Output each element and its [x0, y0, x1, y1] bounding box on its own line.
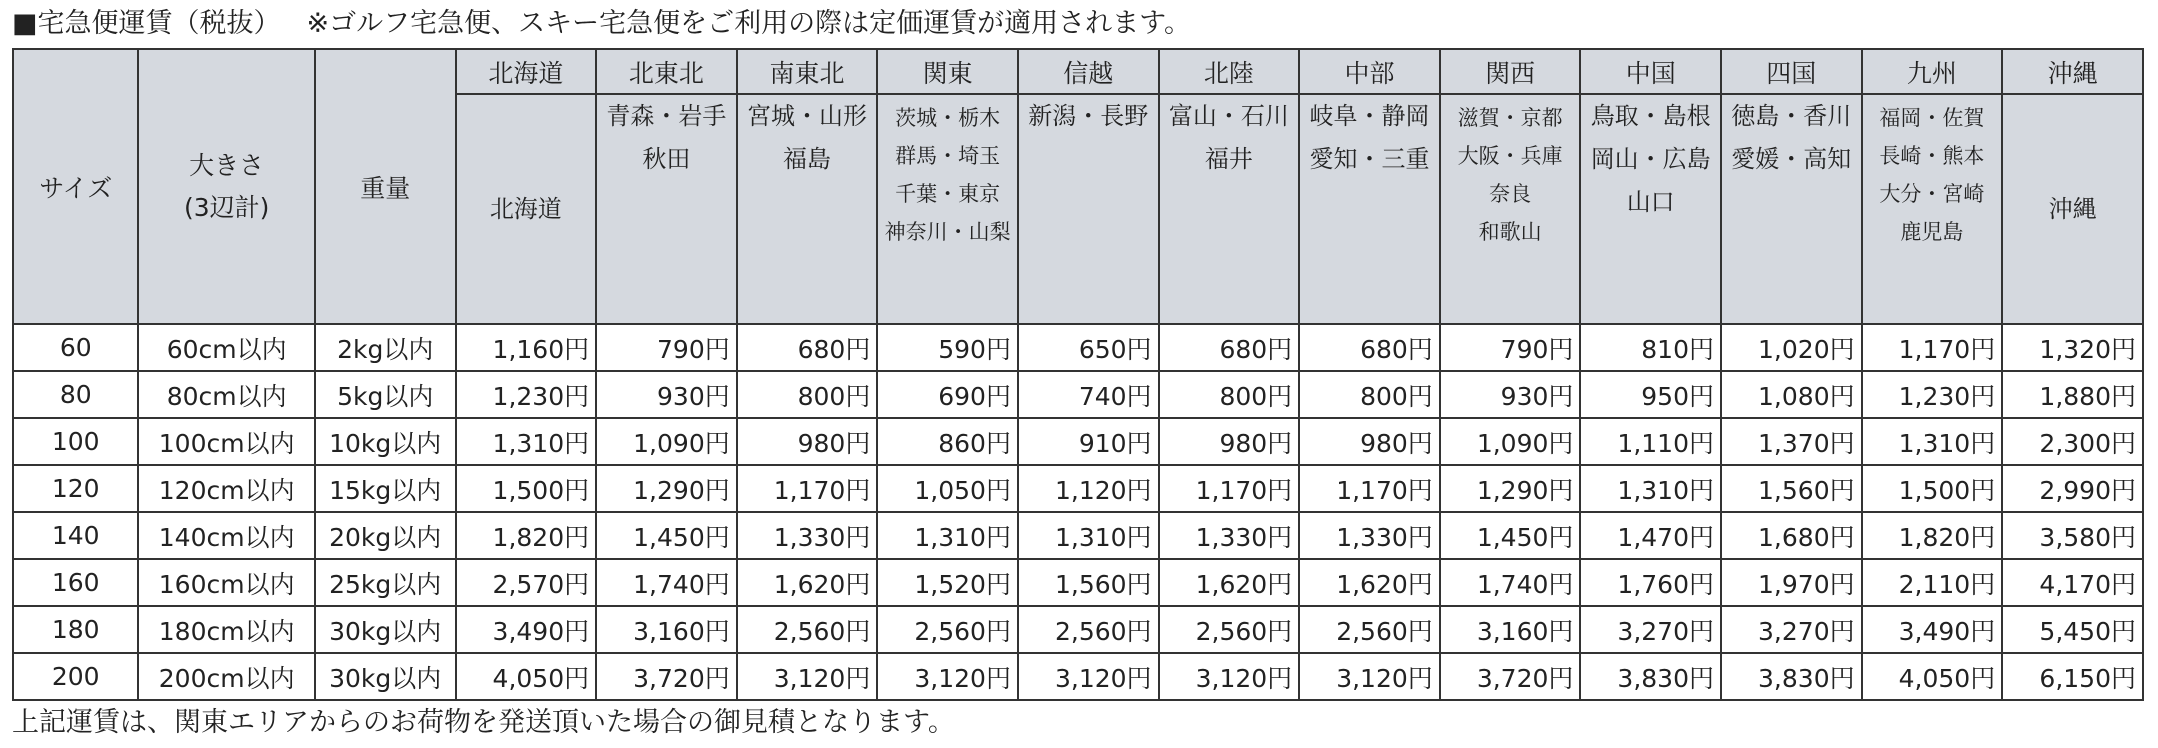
price-cell: 3,580円 — [2002, 512, 2143, 559]
size-header: サイズ — [13, 49, 138, 324]
price-cell: 4,170円 — [2002, 559, 2143, 606]
size-cell: 60 — [13, 324, 138, 371]
price-cell: 1,160円 — [456, 324, 597, 371]
price-cell: 1,290円 — [596, 465, 737, 512]
price-cell: 680円 — [737, 324, 878, 371]
region-prefectures — [1862, 94, 2003, 324]
prefecture-label: 大分・宮崎 — [1879, 182, 1985, 206]
price-cell: 1,310円 — [1580, 465, 1721, 512]
prefecture-label: 鹿児島 — [1900, 220, 1964, 244]
price-cell: 2,560円 — [1299, 606, 1440, 653]
price-cell: 860円 — [877, 418, 1018, 465]
weight-cell: 20kg以内 — [315, 512, 456, 559]
price-cell: 980円 — [1299, 418, 1440, 465]
weight-cell: 2kg以内 — [315, 324, 456, 371]
price-cell: 690円 — [877, 371, 1018, 418]
shipping-rate-table — [12, 48, 2144, 701]
table-row — [13, 512, 2143, 559]
price-cell: 1,310円 — [456, 418, 597, 465]
dimension-cell: 120cm以内 — [138, 465, 314, 512]
region-header: 信越 — [1018, 49, 1159, 94]
price-cell: 930円 — [596, 371, 737, 418]
dimension-cell: 180cm以内 — [138, 606, 314, 653]
table-body — [13, 324, 2143, 700]
price-cell: 1,330円 — [737, 512, 878, 559]
size-cell: 200 — [13, 653, 138, 700]
price-cell: 3,120円 — [877, 653, 1018, 700]
price-cell: 790円 — [596, 324, 737, 371]
price-cell: 1,620円 — [1299, 559, 1440, 606]
weight-cell: 5kg以内 — [315, 371, 456, 418]
dimension-cell: 140cm以内 — [138, 512, 314, 559]
size-cell: 100 — [13, 418, 138, 465]
price-cell: 1,090円 — [596, 418, 737, 465]
price-cell: 2,560円 — [1159, 606, 1300, 653]
price-cell: 1,680円 — [1721, 512, 1862, 559]
price-cell: 1,820円 — [456, 512, 597, 559]
dimension-cell: 200cm以内 — [138, 653, 314, 700]
price-cell: 3,160円 — [1440, 606, 1581, 653]
price-cell: 5,450円 — [2002, 606, 2143, 653]
dimension-cell: 80cm以内 — [138, 371, 314, 418]
prefecture-label: 徳島・香川 — [1731, 102, 1852, 130]
price-cell: 1,370円 — [1721, 418, 1862, 465]
region-header: 中国 — [1580, 49, 1721, 94]
table-row — [13, 324, 2143, 371]
price-cell: 1,330円 — [1299, 512, 1440, 559]
price-cell: 3,120円 — [1018, 653, 1159, 700]
price-cell: 1,310円 — [1862, 418, 2003, 465]
prefecture-label: 新潟・長野 — [1028, 102, 1149, 130]
region-prefectures — [877, 94, 1018, 324]
region-prefectures — [2002, 94, 2143, 324]
dimension-header: 大きさ (3辺計) — [138, 49, 314, 324]
price-cell: 2,990円 — [2002, 465, 2143, 512]
price-cell: 1,450円 — [596, 512, 737, 559]
price-cell: 980円 — [737, 418, 878, 465]
price-cell: 1,020円 — [1721, 324, 1862, 371]
weight-cell: 30kg以内 — [315, 653, 456, 700]
region-header: 南東北 — [737, 49, 878, 94]
region-prefectures — [1018, 94, 1159, 324]
price-cell: 1,090円 — [1440, 418, 1581, 465]
prefecture-label: 長崎・熊本 — [1879, 144, 1985, 168]
dimension-cell: 100cm以内 — [138, 418, 314, 465]
prefecture-label: 鳥取・島根 — [1590, 102, 1711, 130]
prefecture-label: 奈良 — [1489, 182, 1532, 206]
region-prefectures — [596, 94, 737, 324]
weight-header: 重量 — [315, 49, 456, 324]
price-cell: 1,330円 — [1159, 512, 1300, 559]
prefecture-label: 神奈川・山梨 — [884, 220, 1011, 244]
price-cell: 1,120円 — [1018, 465, 1159, 512]
price-cell: 800円 — [737, 371, 878, 418]
price-cell: 2,570円 — [456, 559, 597, 606]
region-prefectures — [1159, 94, 1300, 324]
price-cell: 3,720円 — [596, 653, 737, 700]
price-cell: 1,880円 — [2002, 371, 2143, 418]
region-header: 北東北 — [596, 49, 737, 94]
prefecture-label: 岡山・広島 — [1590, 145, 1711, 173]
prefecture-label: 大阪・兵庫 — [1457, 144, 1563, 168]
region-prefectures — [1299, 94, 1440, 324]
prefecture-label: 宮城・山形 — [747, 102, 868, 130]
region-header: 北陸 — [1159, 49, 1300, 94]
prefecture-label: 愛知・三重 — [1309, 145, 1430, 173]
price-cell: 1,310円 — [1018, 512, 1159, 559]
price-cell: 1,170円 — [1159, 465, 1300, 512]
price-cell: 800円 — [1299, 371, 1440, 418]
price-cell: 3,830円 — [1721, 653, 1862, 700]
table-row — [13, 653, 2143, 700]
size-cell: 180 — [13, 606, 138, 653]
prefecture-label: 福岡・佐賀 — [1879, 106, 1985, 130]
prefecture-label: 沖縄 — [2048, 194, 2097, 223]
weight-cell: 15kg以内 — [315, 465, 456, 512]
price-cell: 1,500円 — [456, 465, 597, 512]
price-cell: 1,110円 — [1580, 418, 1721, 465]
price-cell: 1,560円 — [1018, 559, 1159, 606]
footer-note: 上記運賃は、関東エリアからのお荷物を発送頂いた場合の御見積となります。 — [12, 707, 955, 738]
price-cell: 3,830円 — [1580, 653, 1721, 700]
weight-cell: 25kg以内 — [315, 559, 456, 606]
table-title: ■宅急便運賃（税抜） — [12, 8, 281, 39]
price-cell: 3,490円 — [1862, 606, 2003, 653]
size-cell: 80 — [13, 371, 138, 418]
prefecture-label: 和歌山 — [1478, 220, 1542, 244]
price-cell: 1,450円 — [1440, 512, 1581, 559]
region-header-row — [13, 49, 2143, 94]
golf-ski-note: ※ゴルフ宅急便、スキー宅急便をご利用の際は定価運賃が適用されます。 — [306, 8, 1191, 39]
price-cell: 1,310円 — [877, 512, 1018, 559]
price-cell: 1,230円 — [1862, 371, 2003, 418]
table-row — [13, 418, 2143, 465]
price-cell: 2,300円 — [2002, 418, 2143, 465]
price-cell: 680円 — [1159, 324, 1300, 371]
weight-cell: 10kg以内 — [315, 418, 456, 465]
price-cell: 1,740円 — [1440, 559, 1581, 606]
price-cell: 1,170円 — [1299, 465, 1440, 512]
prefecture-label: 福井 — [1204, 145, 1253, 173]
region-header: 関西 — [1440, 49, 1581, 94]
prefecture-label: 北海道 — [489, 194, 562, 223]
price-cell: 6,150円 — [2002, 653, 2143, 700]
dimension-cell: 160cm以内 — [138, 559, 314, 606]
price-cell: 1,760円 — [1580, 559, 1721, 606]
price-cell: 1,080円 — [1721, 371, 1862, 418]
region-header: 北海道 — [456, 49, 597, 94]
price-cell: 3,120円 — [1159, 653, 1300, 700]
price-cell: 3,120円 — [737, 653, 878, 700]
prefecture-label: 山口 — [1626, 188, 1675, 216]
prefecture-label: 茨城・栃木 — [895, 106, 1001, 130]
price-cell: 1,820円 — [1862, 512, 2003, 559]
weight-cell: 30kg以内 — [315, 606, 456, 653]
price-cell: 3,270円 — [1580, 606, 1721, 653]
price-cell: 3,120円 — [1299, 653, 1440, 700]
price-cell: 930円 — [1440, 371, 1581, 418]
price-cell: 2,560円 — [1018, 606, 1159, 653]
prefecture-label: 愛媛・高知 — [1731, 145, 1852, 173]
prefecture-label: 福島 — [783, 145, 832, 173]
price-cell: 950円 — [1580, 371, 1721, 418]
prefecture-label: 青森・岩手 — [606, 102, 727, 130]
price-cell: 1,230円 — [456, 371, 597, 418]
price-cell: 1,620円 — [737, 559, 878, 606]
table-row — [13, 606, 2143, 653]
price-cell: 2,560円 — [737, 606, 878, 653]
price-cell: 740円 — [1018, 371, 1159, 418]
region-prefectures — [1440, 94, 1581, 324]
price-cell: 980円 — [1159, 418, 1300, 465]
price-cell: 1,050円 — [877, 465, 1018, 512]
price-cell: 680円 — [1299, 324, 1440, 371]
region-header: 沖縄 — [2002, 49, 2143, 94]
price-cell: 4,050円 — [456, 653, 597, 700]
price-cell: 790円 — [1440, 324, 1581, 371]
region-prefectures — [737, 94, 878, 324]
price-cell: 1,170円 — [737, 465, 878, 512]
table-caption — [12, 4, 1191, 44]
price-cell: 910円 — [1018, 418, 1159, 465]
price-cell: 1,740円 — [596, 559, 737, 606]
region-header: 九州 — [1862, 49, 2003, 94]
price-cell: 650円 — [1018, 324, 1159, 371]
price-cell: 1,560円 — [1721, 465, 1862, 512]
price-cell: 800円 — [1159, 371, 1300, 418]
region-prefectures — [1580, 94, 1721, 324]
dimension-cell: 60cm以内 — [138, 324, 314, 371]
prefecture-label: 岐阜・静岡 — [1309, 102, 1430, 130]
price-cell: 1,500円 — [1862, 465, 2003, 512]
region-header: 関東 — [877, 49, 1018, 94]
price-cell: 3,160円 — [596, 606, 737, 653]
region-header: 中部 — [1299, 49, 1440, 94]
prefecture-label: 秋田 — [642, 145, 691, 173]
price-cell: 1,520円 — [877, 559, 1018, 606]
price-cell: 1,170円 — [1862, 324, 2003, 371]
price-cell: 1,290円 — [1440, 465, 1581, 512]
table-row — [13, 559, 2143, 606]
price-cell: 1,320円 — [2002, 324, 2143, 371]
price-cell: 2,560円 — [877, 606, 1018, 653]
price-cell: 3,720円 — [1440, 653, 1581, 700]
prefecture-label: 富山・石川 — [1168, 102, 1289, 130]
prefecture-label: 群馬・埼玉 — [895, 144, 1001, 168]
table-header — [13, 49, 2143, 324]
size-cell: 140 — [13, 512, 138, 559]
price-cell: 2,110円 — [1862, 559, 2003, 606]
prefecture-label: 千葉・東京 — [895, 182, 1001, 206]
price-cell: 590円 — [877, 324, 1018, 371]
price-cell: 1,970円 — [1721, 559, 1862, 606]
region-header: 四国 — [1721, 49, 1862, 94]
price-cell: 3,270円 — [1721, 606, 1862, 653]
price-cell: 810円 — [1580, 324, 1721, 371]
price-cell: 3,490円 — [456, 606, 597, 653]
price-cell: 4,050円 — [1862, 653, 2003, 700]
price-cell: 1,470円 — [1580, 512, 1721, 559]
price-cell: 1,620円 — [1159, 559, 1300, 606]
prefecture-label: 滋賀・京都 — [1457, 106, 1563, 130]
size-cell: 160 — [13, 559, 138, 606]
table-row — [13, 371, 2143, 418]
table-row — [13, 465, 2143, 512]
region-prefectures — [1721, 94, 1862, 324]
size-cell: 120 — [13, 465, 138, 512]
region-prefectures — [456, 94, 597, 324]
